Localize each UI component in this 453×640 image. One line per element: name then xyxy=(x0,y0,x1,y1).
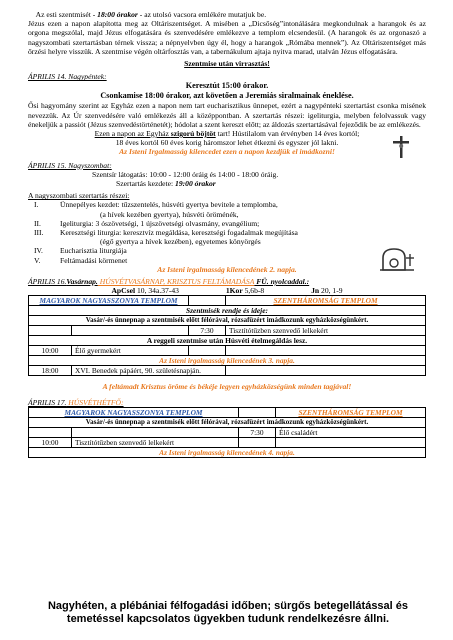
monday-heading: ÁPRILIS 17. HÚSVÉTHÉTFŐ: xyxy=(28,397,124,407)
ceremony-part-item xyxy=(34,219,426,228)
ceremony-part-number: IV. xyxy=(34,246,43,256)
friday-mass: Csonkamise 18:00 órakor, azt követően a Jeremiás siralmainak éneklése. xyxy=(100,91,354,101)
reading-2: 1Kor 5,6b-8 xyxy=(225,286,265,296)
saturday-novena: Az Isteni irgalmasság kilencedének 2. napja. xyxy=(157,264,297,274)
intro-line: Az esti szentmisét - 18:00 órakor - az utolsó vacsora emlékére mutatjuk be. xyxy=(35,10,267,19)
sunday-heading: ÁPRILIS 16.Vasárnap. HÚSVÉTVASÁRNAP, KRISZTUS FELTÁMADÁSA FÜ. nyolcaddal.: xyxy=(28,277,310,287)
ceremony-part-item xyxy=(34,228,426,237)
ceremony-part-item xyxy=(34,237,426,246)
friday-stations: Keresztút 15:00 órakor. xyxy=(185,81,269,91)
vigil-notice: Szentmise után virrasztás! xyxy=(184,59,270,69)
ceremony-part-number xyxy=(34,210,60,219)
rosary-note: Vasár/-és ünnepnap a szentmisék előtt félórával, rózsafüzért imádkozunk egyházközségünkért. xyxy=(29,316,426,326)
ceremony-part-text: (a hívek kezében gyertya), húsvéti öröménék, xyxy=(100,209,239,219)
saturday-heading: ÁPRILIS 15. Nagyszombat: xyxy=(28,160,112,170)
ceremony-part-text: (égő gyertya a hívek kezében), egyetemes könyörgés xyxy=(100,237,261,247)
monday-schedule-table xyxy=(28,407,426,458)
monday-r1-text: Élő családért xyxy=(276,427,426,437)
church-right: SZENTHÁROMSÁG TEMPLOM xyxy=(226,296,426,306)
blessing-note: A reggeli szentmise után Húsvéti ételmegáldás lesz. xyxy=(29,336,426,346)
church-left: MAGYAROK NAGYASSZONYA TEMPLOM xyxy=(29,296,189,306)
ceremony-part-text: Igeliturgia: 3 ószövetségi, 1 újszövetségi olvasmány, evangélium; xyxy=(60,218,260,228)
rosary-note-mon: Vasár/-és ünnepnap a szentmisék előtt félórával, rózsafüzért imádkozunk egyházközségünkért. xyxy=(29,417,426,427)
monday-novena: Az Isteni irgalmasság kilencedének 4. napja. xyxy=(29,447,426,457)
sunday-schedule-table xyxy=(28,295,426,376)
ceremony-part-text: Feltámadási körmenet xyxy=(60,255,128,265)
easter-wish: A feltámadt Krisztus öröme és békéje legyen egyházközségünk minden tagjával! xyxy=(102,382,352,392)
reading-1: ApCsel 10, 34a.37-43 xyxy=(111,286,179,296)
ceremony-part-item xyxy=(34,200,426,209)
friday-heading: ÁPRILIS 14. Nagypéntek: xyxy=(28,72,107,82)
church-left-mon: MAGYAROK NAGYASSZONYA TEMPLOM xyxy=(29,407,239,417)
sunday-r3-text: XVI. Benedek pápáért, 90. születésnapján. xyxy=(72,366,226,376)
sunday-readings xyxy=(28,286,426,295)
ceremony-part-item xyxy=(34,210,426,219)
tomb-icon xyxy=(380,246,414,272)
tomb-visit: Szentsír látogatás: 10:00 - 12:00 óráig és 14:00 - 18:00 óráig. xyxy=(92,169,279,179)
crucifix-icon xyxy=(388,134,414,160)
fast-notice-2: 18 éves kortól 60 éves korig háromszor lehet étkezni és egyszer jól lakni. xyxy=(115,138,339,148)
parts-heading: A nagyszombati szertartás részei: xyxy=(28,191,130,201)
ceremony-part-number: I. xyxy=(34,200,39,210)
ceremony-start: Szertartás kezdete: 19:00 órakor xyxy=(116,179,216,189)
monday-r2-text: Tisztítótűzben szenvedő lelkekért xyxy=(72,437,239,447)
ceremony-part-text: Ünnepélyes kezdet: tűzszentelés, húsvéti gyertya bevitele a templomba, xyxy=(60,200,278,210)
ceremony-part-item xyxy=(34,246,426,255)
sunday-r1-time: 7:30 xyxy=(189,326,226,336)
bulletin-page xyxy=(28,10,426,458)
footer-notice: Nagyhéten, a plébániai félfogadási időben; sürgős betegellátással és temetéssel kapcsolatos ügyekben tudunk rendelkezésre állni. xyxy=(47,600,409,625)
friday-paragraph: Ősi hagyomány szerint az Egyház ezen a napon nem tart eucharisztikus ünnepet, ezért a nagypénteki szertartást csonka misének nevezzük. Az Úr szenvedésére való emlékezés áll a középpontban. A szertartás részei: igeliturgia, melyben felolvassuk vagy énekeljük a passiót (Jézus szenvedéstörténetét); hódolat a szent kereszt előtt; az áldozás szertartásával fejeződik be az emlékezés. xyxy=(28,101,426,129)
ceremony-part-number: II. xyxy=(34,218,41,228)
monday-r2-time: 10:00 xyxy=(29,437,72,447)
mass-order: Szentmisék rendje és ideje: xyxy=(29,306,426,316)
ceremony-part-text: Keresztségi liturgia: keresztvíz megáldása, keresztségi fogadalmak megújítása xyxy=(60,228,298,238)
ceremony-part-item xyxy=(34,256,426,265)
ceremony-parts-list xyxy=(34,200,426,264)
sunday-r2-time: 10:00 xyxy=(29,346,72,356)
fast-notice: Ezen a napon az Egyház szigorú böjtöt tart! Hústilalom van érvényben 14 éves kortól; xyxy=(94,129,360,139)
sunday-r1-text: Tisztítótűzben szenvedő lelkekért xyxy=(226,326,426,336)
ceremony-part-text: Eucharisztia liturgiája xyxy=(60,246,127,256)
monday-r1-time: 7:30 xyxy=(239,427,276,437)
reading-3: Jn 20, 1-9 xyxy=(311,286,343,296)
ceremony-part-number: III. xyxy=(34,228,44,238)
sunday-r2-text: Élő gyermekért xyxy=(72,346,189,356)
ceremony-part-number xyxy=(34,237,60,246)
ceremony-part-number: V. xyxy=(34,255,41,265)
friday-novena: Az Isteni Irgalmasság kilencedet ezen a napon kezdjük el imádkozni! xyxy=(119,147,335,157)
church-right-mon: SZENTHÁROMSÁG TEMPLOM xyxy=(276,407,426,417)
intro-paragraph: Jézus ezen a napon alapította meg az Oltáriszentséget. A misében a „Dicsőség”intonálására megkondulnak a harangok és az orgona megszólal, majd Jézus elfogatására és szenvedésére emlékezve a templom elcsendesül. (A harangok és az orgonaszó a nagyszombati szertartásban térnek vissza; a népnyelvben úgy él, hogy a harangok „Rómába mennek”). Az Oltáriszentséget más őrzési helyre visszük. A szentmise végén oltárfosztás van, a tabernákulum ajtaja nyitva marad, utalván Jézus elfogatására. xyxy=(28,19,426,56)
sunday-novena: Az Isteni irgalmasság kilencedének 3. napja. xyxy=(29,356,426,366)
sunday-r3-time: 18:00 xyxy=(29,366,72,376)
